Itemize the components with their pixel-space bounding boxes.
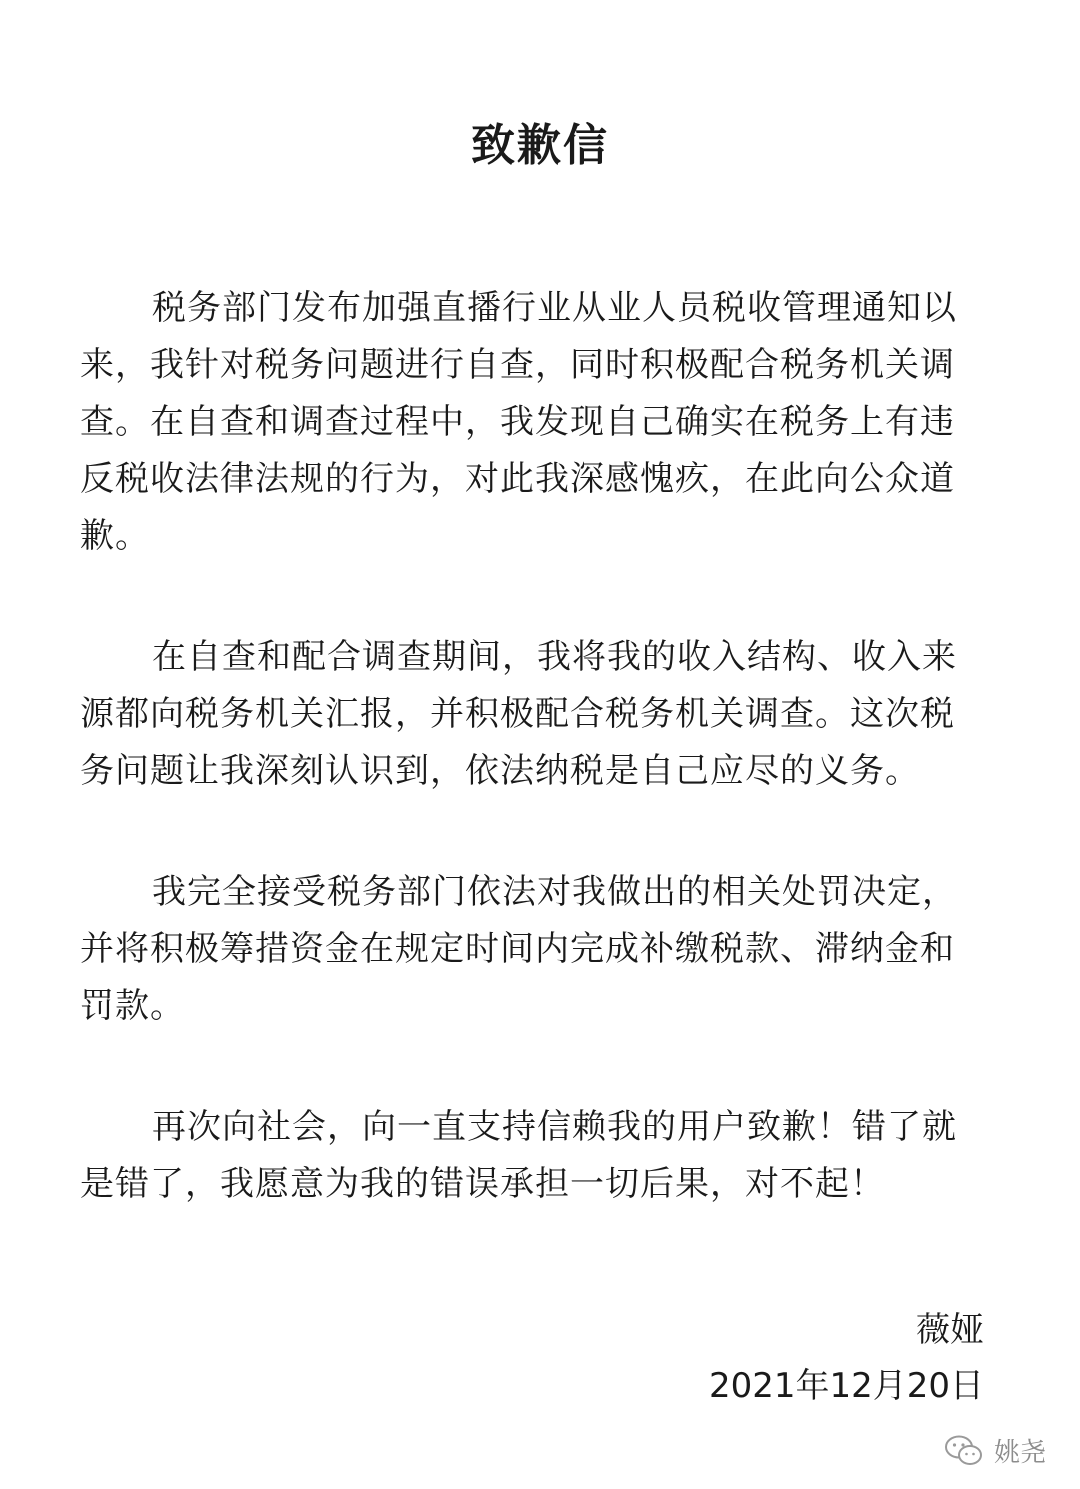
signature-date: 2021年12月20日 [708, 1366, 984, 1406]
signature-name: 薇娅 [916, 1310, 984, 1350]
letter-body [80, 280, 980, 1277]
watermark-text: 姚尧 [993, 1438, 1046, 1468]
letter-title: 致歉信 [471, 120, 609, 171]
wechat-icon [944, 1434, 984, 1468]
paragraph-2: 在自查和配合调查期间，我将我的收入结构、收入来源都向税务机关汇报，并积极配合税务机关调查。这次税务问题让我深刻认识到，依法纳税是自己应尽的义务。 [80, 637, 957, 791]
paragraph-1: 税务部门发布加强直播行业从业人员税收管理通知以来，我针对税务问题进行自查，同时积极配合税务机关调查。在自查和调查过程中，我发现自己确实在税务上有违反税收法律法规的行为，对此我深感愧疚，在此向公众道歉。 [80, 288, 957, 556]
signature-block [709, 1302, 984, 1414]
paragraph-4: 再次向社会，向一直支持信赖我的用户致歉！错了就是错了，我愿意为我的错误承担一切后果，对不起！ [80, 1107, 957, 1204]
paragraph-3: 我完全接受税务部门依法对我做出的相关处罚决定，并将积极筹措资金在规定时间内完成补缴税款、滞纳金和罚款。 [80, 872, 957, 1026]
watermark [944, 1432, 1046, 1469]
